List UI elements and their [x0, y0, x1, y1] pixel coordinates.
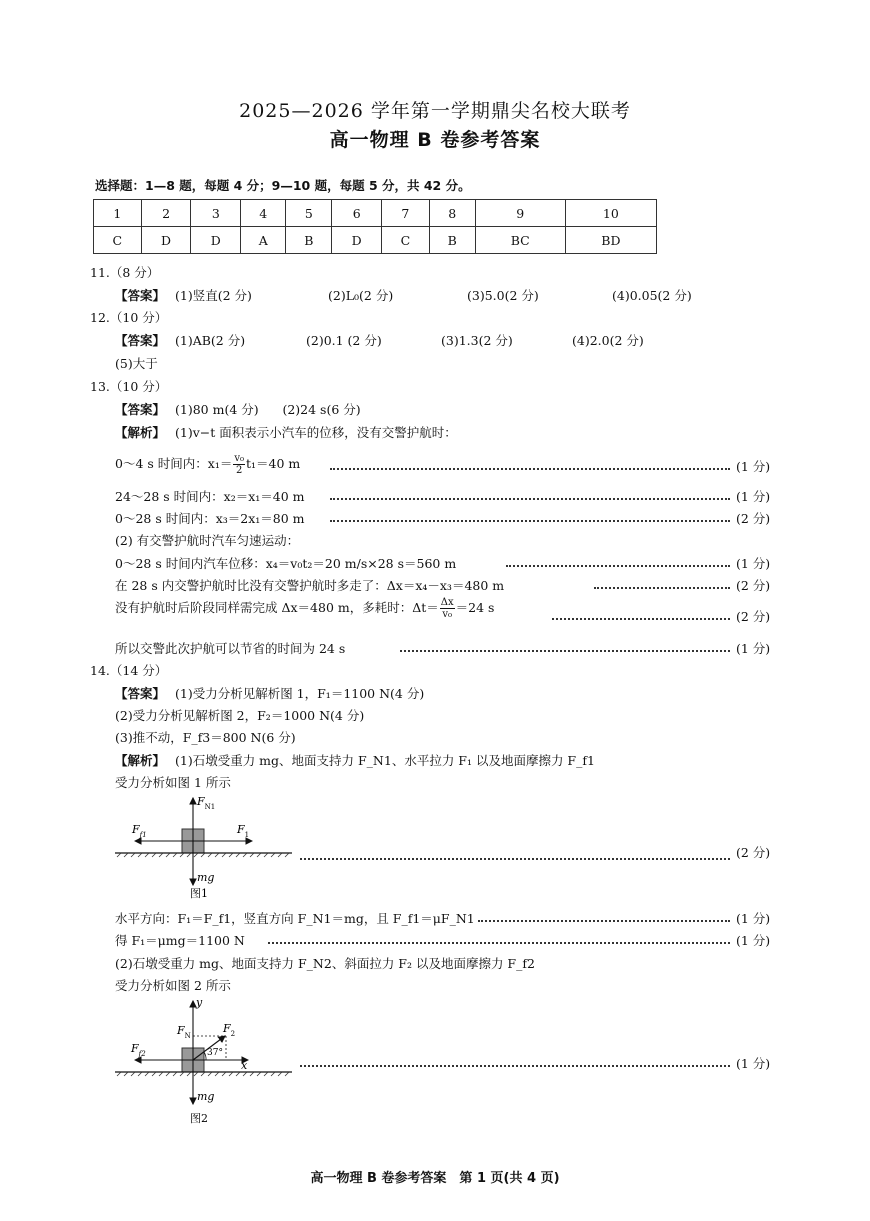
leader-dots: [552, 618, 730, 620]
q13-line1-a: 0～4 s 时间内：x₁＝: [115, 456, 233, 471]
fraction-num: v₀: [234, 453, 245, 464]
q14-horizontal-eq: 水平方向：F₁＝F_f1，竖直方向 F_N1＝mg，且 F_f1＝μF_N1: [115, 911, 475, 926]
q13-pts2: (1 分): [736, 489, 771, 504]
q12-part4: (4)2.0(2 分): [572, 333, 644, 348]
label-x: x: [241, 1059, 248, 1072]
q14-result-pts: (1 分): [736, 933, 771, 948]
leader-dots: [400, 650, 730, 652]
table-cell: 3: [191, 200, 241, 227]
q13-line3: 0～28 s 时间内：x₃＝2x₁＝80 m: [115, 511, 305, 526]
table-cell: 6: [332, 200, 382, 227]
q13-line7: [115, 594, 494, 622]
force-diagram-1: [110, 793, 300, 903]
leader-dots: [330, 520, 730, 522]
page-footer: 高一物理 B 卷参考答案 第 1 页(共 4 页): [310, 1171, 560, 1186]
table-cell: BC: [475, 227, 565, 254]
q11-part4: (4)0.05(2 分): [612, 288, 692, 303]
choice-intro: 选择题：1—8 题，每题 4 分；9—10 题，每题 5 分，共 42 分。: [95, 178, 471, 193]
table-cell: C: [382, 227, 430, 254]
leader-dots: [330, 498, 730, 500]
q14-horizontal-pts: (1 分): [736, 911, 771, 926]
table-row-answers: [94, 227, 657, 254]
q14-fig1-intro: 受力分析如图 1 所示: [115, 775, 231, 790]
figure-2-caption: 图2: [190, 1112, 208, 1125]
table-cell: 2: [141, 200, 191, 227]
label-f2: $F_2$: [223, 1022, 236, 1038]
fraction-den: v₀: [442, 609, 453, 620]
q12-part2: (2)0.1 (2 分): [306, 333, 382, 348]
q13-line7-b: ＝24 s: [455, 600, 495, 615]
leader-dots: [330, 468, 730, 470]
leader-dots: [300, 858, 730, 860]
label-fn1: $F_{N1}$: [197, 795, 216, 811]
q14-fig1-pts: (2 分): [736, 845, 771, 860]
q14-fig2-intro: 受力分析如图 2 所示: [115, 978, 231, 993]
q12-part1: (1)AB(2 分): [175, 333, 246, 348]
label-fn2: $F_N$: [177, 1024, 191, 1040]
table-cell: C: [94, 227, 142, 254]
table-cell: A: [241, 227, 286, 254]
q14-jiexi2: (2)石墩受重力 mg、地面支持力 F_N2、斜面拉力 F₂ 以及地面摩擦力 F_f2: [115, 956, 535, 971]
label-f1: $F_1$: [237, 823, 250, 839]
q13-heading: 13.（10 分）: [90, 379, 168, 394]
answer-key-title: 高一物理 B 卷参考答案: [329, 129, 541, 151]
label-angle: 37°: [207, 1048, 223, 1058]
table-row-numbers: [94, 200, 657, 227]
q14-answer1: (1)受力分析见解析图 1，F₁＝1100 N(4 分): [175, 686, 425, 701]
table-cell: 7: [382, 200, 430, 227]
table-cell: D: [332, 227, 382, 254]
leader-dots: [300, 1065, 730, 1067]
q14-answer2: (2)受力分析见解析图 2，F₂＝1000 N(4 分): [115, 708, 365, 723]
q13-pts5: (2 分): [736, 578, 771, 593]
q14-result: 得 F₁＝μmg＝1100 N: [115, 933, 245, 948]
label-mg1: mg: [197, 871, 215, 884]
figure-1-caption: 图1: [190, 887, 208, 900]
fraction-num: Δx: [440, 597, 454, 608]
leader-dots: [506, 565, 730, 567]
q12-heading: 12.（10 分）: [90, 310, 168, 325]
q12-part3: (3)1.3(2 分): [441, 333, 513, 348]
q14-heading: 14.（14 分）: [90, 663, 168, 678]
leader-dots: [268, 942, 730, 944]
q13-jiexi: (1)v−t 面积表示小汽车的位移，没有交警护航时：: [175, 425, 457, 440]
q12-part5: (5)大于: [115, 356, 158, 371]
q13-line5: 0～28 s 时间内汽车位移：x₄＝v₀t₂＝20 m/s×28 s＝560 m: [115, 556, 457, 571]
q11-heading: 11.（8 分）: [90, 265, 160, 280]
q11-part3: (3)5.0(2 分): [467, 288, 539, 303]
q14-answer3: (3)推不动，F_f3＝800 N(6 分): [115, 730, 296, 745]
q11-part2: (2)L₀(2 分): [328, 288, 394, 303]
table-cell: 1: [94, 200, 142, 227]
table-cell: 8: [429, 200, 475, 227]
q13-line1-b: t₁＝40 m: [246, 456, 301, 471]
q13-line2: 24～28 s 时间内：x₂＝x₁＝40 m: [115, 489, 305, 504]
q13-line8: 所以交警此次护航可以节省的时间为 24 s: [115, 641, 346, 656]
q11-part1: (1)竖直(2 分): [175, 288, 252, 303]
q13-pts7: (1 分): [736, 641, 771, 656]
q14-jiexi-tag: 【解析】: [115, 753, 166, 768]
fraction-den: 2: [235, 465, 243, 476]
label-y: y: [196, 996, 203, 1009]
table-cell: 5: [286, 200, 332, 227]
label-ff1: $F_{f1}$: [132, 823, 147, 839]
q13-pts1: (1 分): [736, 459, 771, 474]
q13-pts6: (2 分): [736, 609, 771, 624]
q13-answer-tag: 【答案】: [115, 402, 166, 417]
q13-line1: [115, 450, 300, 478]
table-cell: 4: [241, 200, 286, 227]
force-diagram-2: [110, 996, 300, 1128]
exam-title: 2025—2026 学年第一学期鼎尖名校大联考: [239, 100, 631, 122]
q12-answer-tag: 【答案】: [115, 333, 166, 348]
label-mg2: mg: [197, 1090, 215, 1103]
q13-line7-a: 没有护航时后阶段同样需完成 Δx＝480 m，多耗时：Δt＝: [115, 600, 439, 615]
table-cell: B: [286, 227, 332, 254]
fraction: [440, 597, 455, 620]
q13-pts4: (1 分): [736, 556, 771, 571]
q13-line4: (2) 有交警护航时汽车匀速运动：: [115, 533, 300, 548]
table-cell: 10: [565, 200, 656, 227]
table-cell: D: [191, 227, 241, 254]
q14-jiexi1: (1)石墩受重力 mg、地面支持力 F_N1、水平拉力 F₁ 以及地面摩擦力 F_f1: [175, 753, 595, 768]
leader-dots: [478, 920, 730, 922]
label-ff2: $F_{f2}$: [131, 1042, 146, 1058]
table-cell: B: [429, 227, 475, 254]
q11-answer-tag: 【答案】: [115, 288, 166, 303]
q13-line6: 在 28 s 内交警护航时比没有交警护航时多走了：Δx＝x₄－x₃＝480 m: [115, 578, 505, 593]
table-cell: BD: [565, 227, 656, 254]
q13-answer: (1)80 m(4 分) (2)24 s(6 分): [175, 402, 361, 417]
table-cell: D: [141, 227, 191, 254]
leader-dots: [594, 587, 730, 589]
q14-answer-tag: 【答案】: [115, 686, 166, 701]
answer-table: [93, 199, 657, 254]
table-cell: 9: [475, 200, 565, 227]
q13-jiexi-tag: 【解析】: [115, 425, 166, 440]
q13-pts3: (2 分): [736, 511, 771, 526]
fraction: [233, 453, 245, 476]
q14-fig2-pts: (1 分): [736, 1056, 771, 1071]
